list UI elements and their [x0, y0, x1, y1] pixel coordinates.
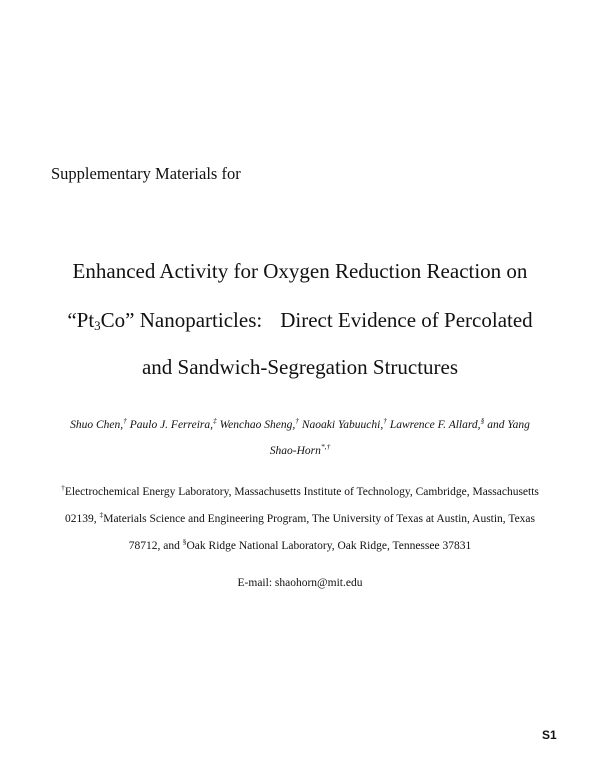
title-line-3: and Sandwich-Segregation Structures	[141, 355, 459, 379]
affiliation-mark: §	[182, 537, 187, 546]
affiliation-line-1	[0, 483, 600, 498]
author-name: Naoaki Yabuuchi,	[301, 419, 384, 431]
affiliation-zip: 78712, and	[128, 540, 180, 552]
supplementary-heading: Supplementary Materials for	[51, 164, 241, 183]
title-line-2-tail: Direct Evidence of Percolated	[280, 308, 533, 332]
affiliation-text: Oak Ridge National Laboratory, Oak Ridge, Tennessee 37831	[186, 540, 472, 552]
title-line-1: Enhanced Activity for Oxygen Reduction Reaction on	[72, 259, 528, 283]
author-mark: *,†	[320, 442, 331, 451]
affiliation-line-2	[0, 510, 600, 525]
author-name: Shao-Horn	[269, 445, 321, 457]
affiliation-zip: 02139,	[64, 513, 97, 525]
affiliation-mark: ‡	[99, 510, 104, 519]
contact-email: E-mail: shaohorn@mit.edu	[237, 577, 363, 589]
author-name: Paulo J. Ferreira,	[129, 419, 213, 431]
author-mark: †	[123, 416, 127, 425]
affiliation-text: Electrochemical Energy Laboratory, Massachusetts Institute of Technology, Cambridge, Massachusetts	[64, 486, 539, 498]
title-line-2-rest: Co” Nanoparticles:	[100, 308, 263, 332]
affiliation-text: Materials Science and Engineering Program, The University of Texas at Austin, Austin, Texas	[103, 513, 536, 525]
title-line-2	[0, 308, 600, 333]
author-mark: §	[480, 416, 485, 425]
author-name: Wenchao Sheng,	[219, 419, 296, 431]
author-list-line-2	[0, 442, 600, 457]
author-mark: †	[383, 416, 387, 425]
title-line-2-open: “Pt	[67, 308, 95, 332]
title-subscript: 3	[94, 318, 101, 333]
affiliation-line-3	[0, 537, 600, 552]
author-list-tail: and Yang	[487, 419, 530, 431]
affiliation-mark: †	[61, 483, 65, 492]
author-list-line-1	[0, 416, 600, 431]
author-name: Lawrence F. Allard,	[389, 419, 481, 431]
author-mark: †	[295, 416, 299, 425]
author-mark: ‡	[213, 416, 217, 425]
author-name: Shuo Chen,	[70, 419, 124, 431]
page-number: S1	[542, 728, 557, 742]
